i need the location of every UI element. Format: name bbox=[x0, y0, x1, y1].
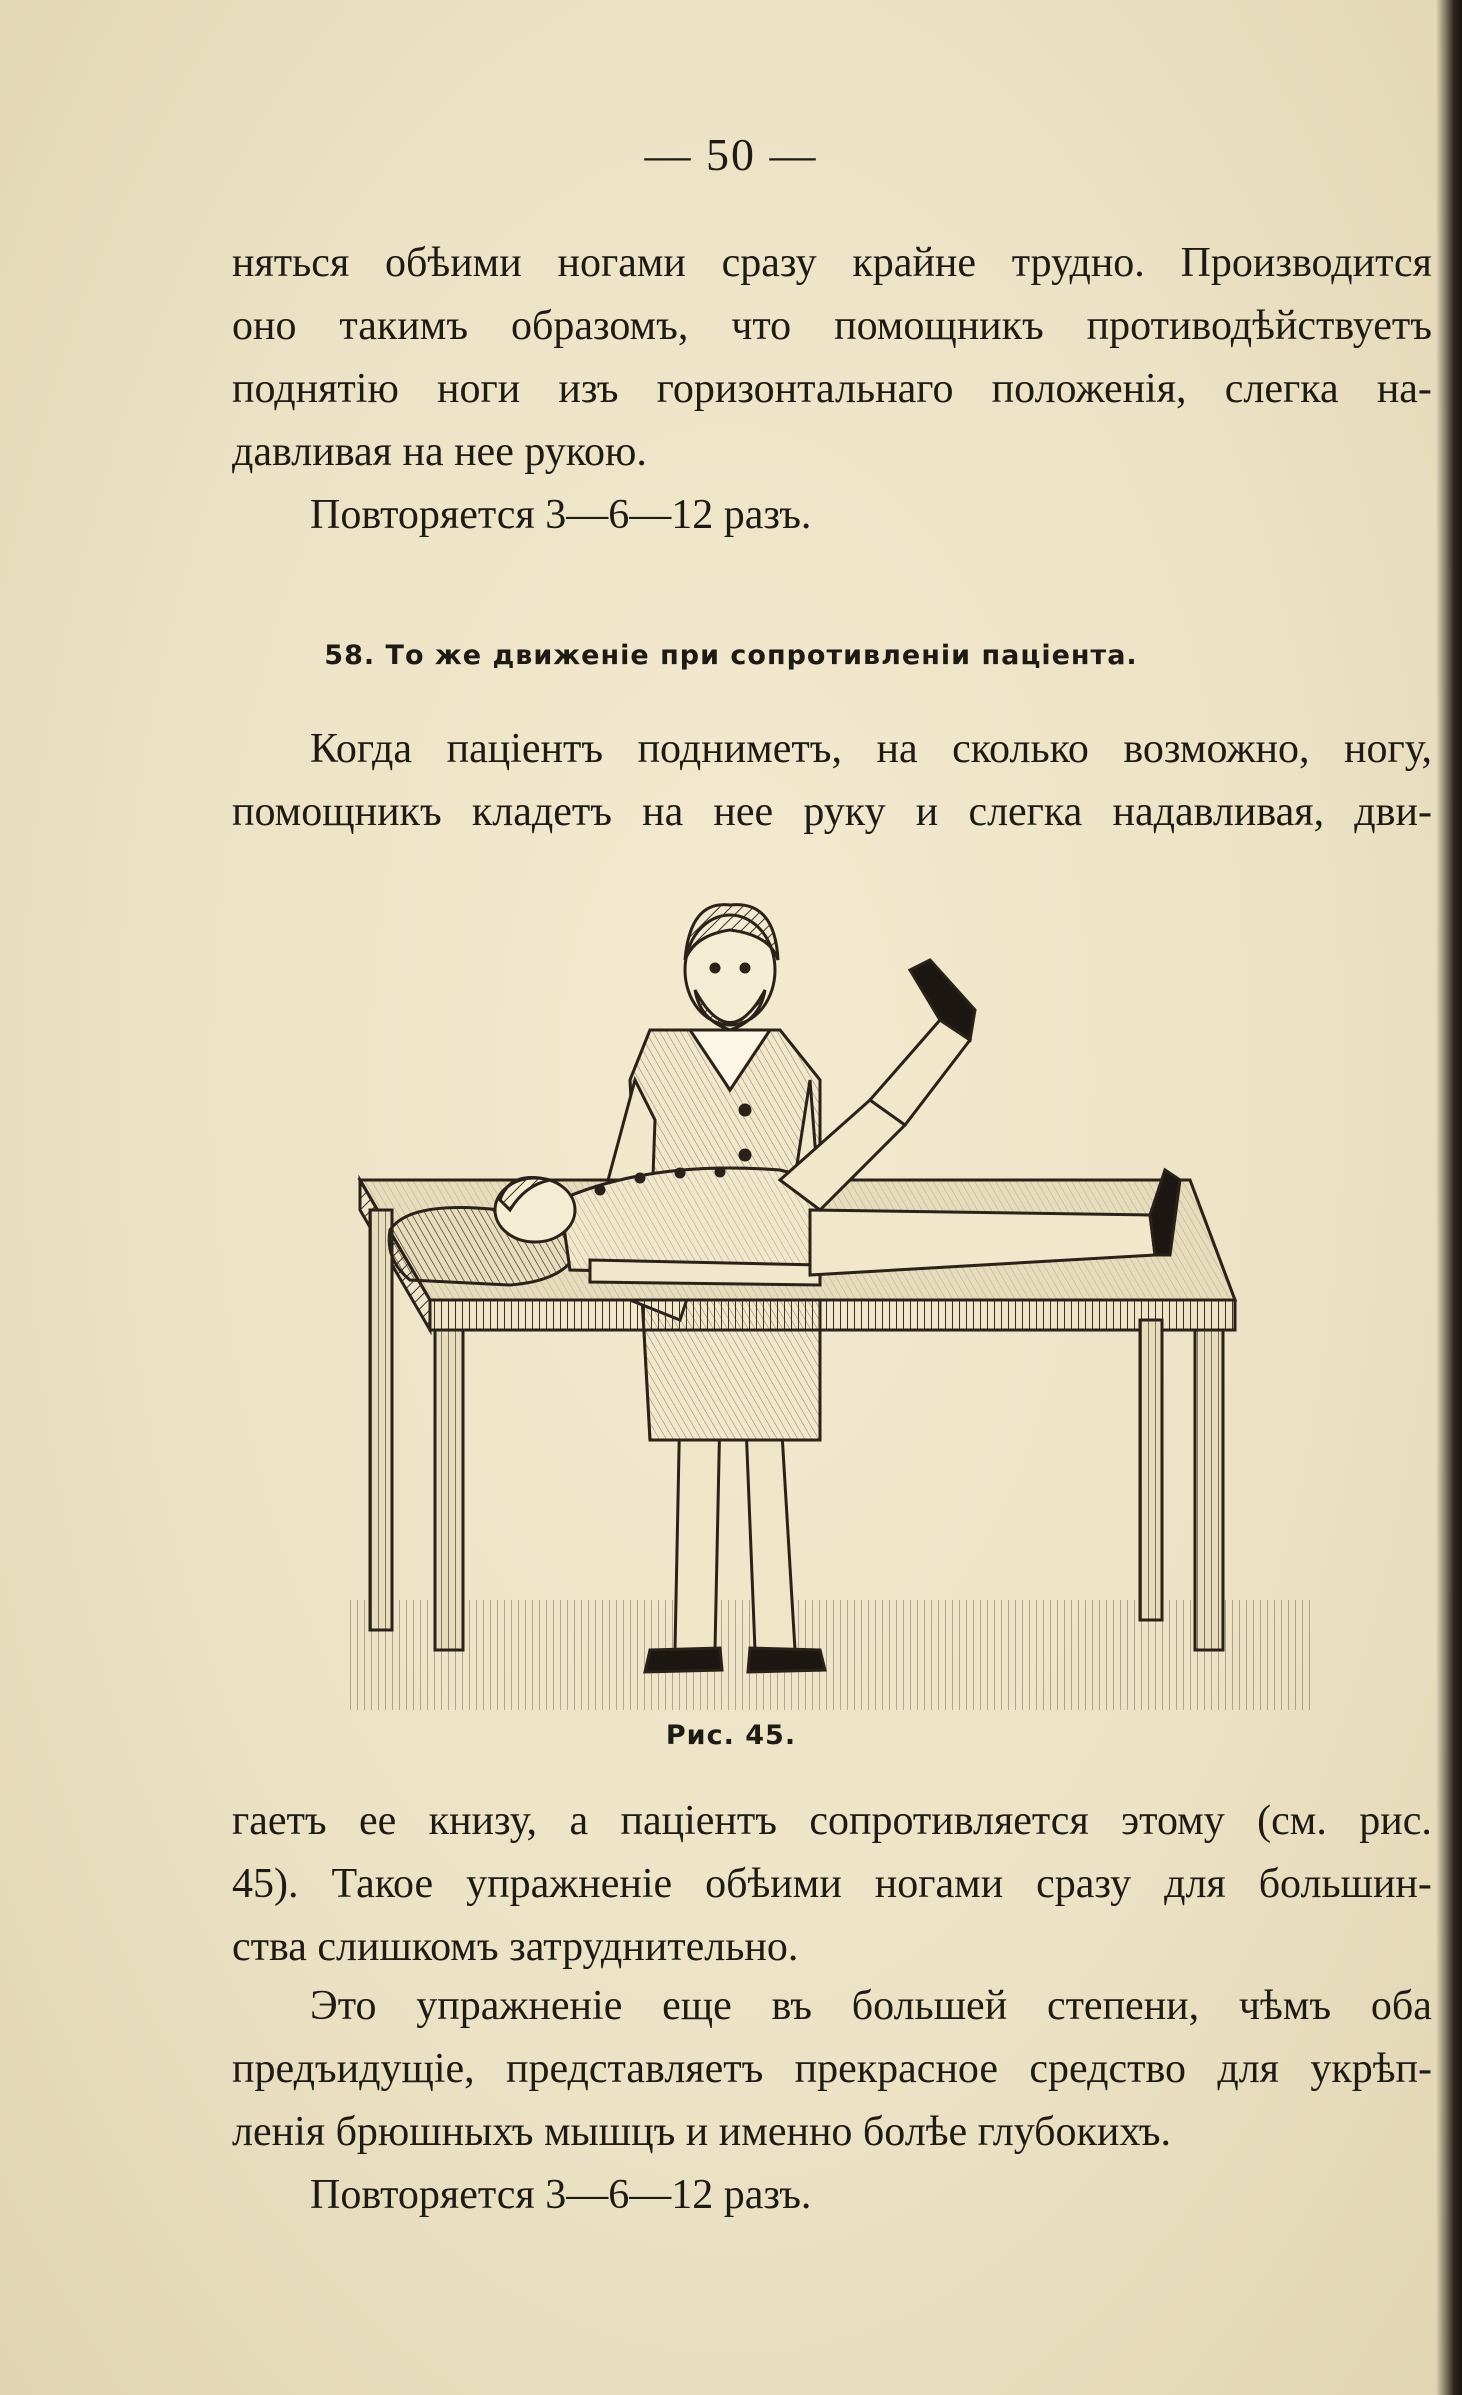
paragraph-line: няться обѣими ногами сразу крайне трудно. Производится bbox=[232, 240, 1432, 286]
floor-shading bbox=[350, 1600, 1310, 1710]
paragraph-line: Когда паціентъ подниметъ, на сколько возможно, ногу, bbox=[310, 726, 1432, 772]
paragraph-line: 45). Такое упражненіе обѣими ногами сразу для большин- bbox=[232, 1861, 1432, 1907]
paragraph-1 bbox=[232, 232, 1432, 547]
paragraph-line: гаетъ ее книзу, а паціентъ сопротивляется этому (см. рис. bbox=[232, 1798, 1432, 1844]
figure-illustration bbox=[350, 880, 1330, 1710]
paragraph-line: Это упражненіе еще въ большей степени, чѣмъ оба bbox=[310, 1983, 1432, 2029]
paragraph-line: помощникъ кладетъ на нее руку и слегка надавливая, дви- bbox=[232, 789, 1432, 835]
repeat-count-1: Повторяется 3—6—12 разъ. bbox=[310, 492, 812, 538]
paragraph-line: ства слишкомъ затруднительно. bbox=[232, 1924, 799, 1970]
repeat-count-2: Повторяется 3—6—12 разъ. bbox=[310, 2172, 812, 2218]
paragraph-2 bbox=[232, 718, 1432, 844]
paragraph-line: давливая на нее рукою. bbox=[232, 429, 647, 475]
paragraph-line: ленія брюшныхъ мышцъ и именно болѣе глубокихъ. bbox=[232, 2109, 1172, 2155]
paragraph-3 bbox=[232, 1790, 1432, 1979]
patient-figure bbox=[495, 960, 1180, 1285]
paragraph-line: оно такимъ образомъ, что помощникъ противодѣйствуетъ bbox=[232, 303, 1432, 349]
paragraph-line: предъидущіе, представляетъ прекрасное средство для укрѣп- bbox=[232, 2046, 1432, 2092]
paragraph-4 bbox=[232, 1975, 1432, 2227]
paragraph-line: поднятію ноги изъ горизонтальнаго положенія, слегка на- bbox=[232, 366, 1432, 412]
page-edge-shadow bbox=[1436, 0, 1462, 2395]
figure-caption: Рис. 45. bbox=[665, 1720, 797, 1751]
section-heading: 58. То же движеніе при сопротивленіи паціента. bbox=[324, 640, 1138, 671]
page-number: — 50 — bbox=[644, 129, 818, 180]
